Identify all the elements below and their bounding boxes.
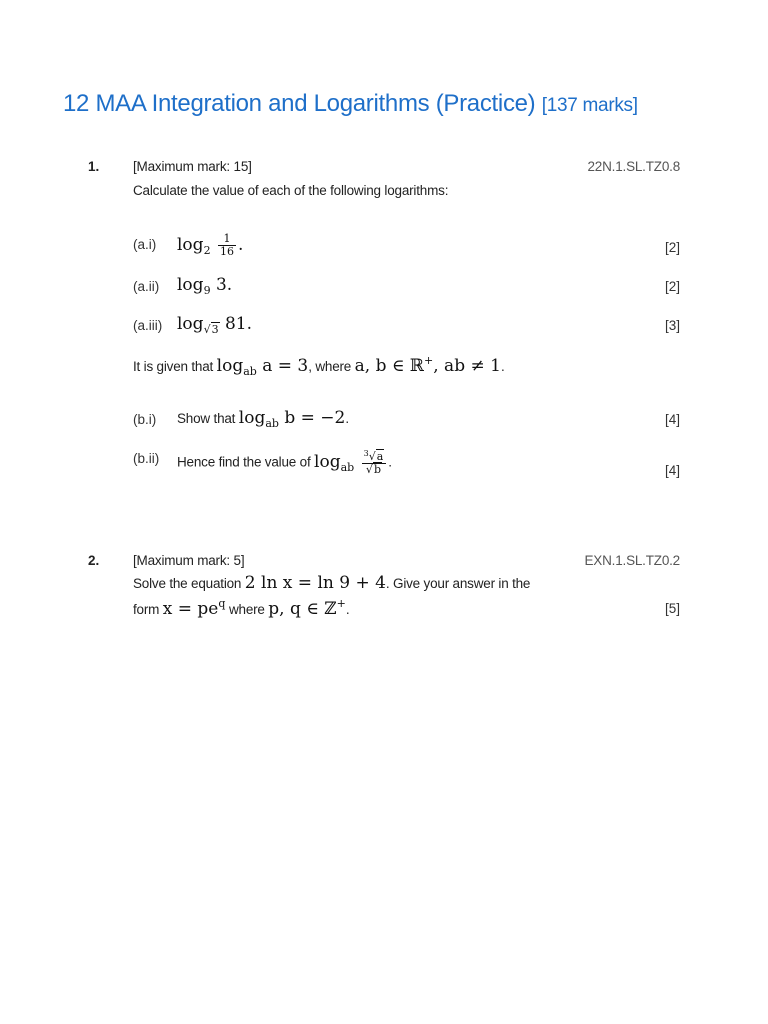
line-1-prefix: Solve the equation [133, 576, 245, 591]
log-base: ab [243, 365, 257, 378]
log-argument: 81 [224, 314, 247, 334]
root-fraction [362, 448, 387, 476]
part-b-i-text [177, 408, 349, 430]
log-base-root: √3 [203, 323, 219, 336]
period: . [237, 235, 244, 255]
given-condition-sup: + [424, 354, 434, 367]
root-radicand: 3 [211, 323, 219, 336]
given-condition: a, b ∈ ℝ [354, 356, 425, 376]
title-total-marks: [137 marks] [541, 95, 638, 116]
given-mid: , where [308, 359, 355, 374]
period: . [226, 275, 233, 295]
part-b-ii-text [177, 448, 392, 476]
question-1-reference: 22N.1.SL.TZ0.8 [587, 159, 680, 174]
part-b-i-prefix: Show that [177, 411, 239, 426]
root-radicand: b [373, 463, 381, 476]
line-1-equation: 2 ln x = ln 9 + 4 [244, 573, 386, 593]
log-base: ab [340, 460, 355, 474]
log-symbol: log [314, 451, 341, 472]
fraction-denominator: 16 [219, 245, 234, 258]
question-1-intro: Calculate the value of each of the following logarithms: [133, 183, 449, 198]
part-a-ii-expression [177, 275, 232, 297]
log-base: 2 [203, 244, 211, 257]
part-a-iii-expression [177, 314, 252, 336]
log-argument: 3 [215, 275, 227, 295]
period: . [345, 411, 349, 426]
log-base: 9 [203, 284, 211, 297]
line-2-set-sup: + [336, 597, 346, 610]
given-equation: a = 3 [256, 356, 309, 376]
log-symbol: log [216, 356, 244, 376]
part-a-i-marks: [2] [664, 240, 680, 255]
fraction-numerator: $^3$√a [362, 448, 387, 464]
fraction [218, 233, 236, 258]
question-1-number: 1. [88, 159, 100, 174]
question-2-max-mark: [Maximum mark: 5] [133, 553, 245, 568]
period: . [388, 454, 392, 470]
line-2-prefix: form [133, 602, 163, 617]
part-b-i-label: (b.i) [133, 412, 157, 427]
question-1-max-mark: [Maximum mark: 15] [133, 159, 252, 174]
given-condition-tail: , ab ≠ 1 [433, 356, 501, 376]
question-2-reference: EXN.1.SL.TZ0.2 [584, 553, 680, 568]
part-a-ii-marks: [2] [664, 279, 680, 294]
part-a-i-label: (a.i) [133, 237, 157, 252]
given-prefix: It is given that [133, 359, 217, 374]
line-2-mid: where [225, 602, 269, 617]
log-base: ab [265, 417, 279, 430]
fraction-numerator: 1 [218, 233, 236, 246]
period: . [246, 314, 253, 334]
part-a-ii-label: (a.ii) [133, 279, 160, 294]
title-text: 12 MAA Integration and Logarithms (Practice) [63, 90, 536, 117]
page-title [63, 90, 638, 118]
fraction-denominator: √b [365, 463, 381, 476]
line-2-equation: x = pe [162, 599, 219, 619]
given-statement [133, 354, 505, 378]
log-symbol: log [177, 275, 204, 295]
root-radicand: a [376, 450, 384, 463]
part-b-ii-prefix: Hence find the value of [177, 454, 315, 470]
line-2-end: . [345, 602, 350, 617]
part-a-iii-marks: [3] [664, 318, 680, 333]
root-index: 3 [363, 449, 369, 458]
part-b-ii-marks: [4] [664, 463, 680, 478]
part-b-ii-label: (b.ii) [133, 451, 160, 466]
part-a-i-expression [177, 233, 243, 258]
log-symbol: log [177, 314, 204, 334]
log-symbol: log [238, 408, 266, 428]
question-2-marks: [5] [664, 601, 680, 616]
line-2-set: p, q ∈ ℤ [268, 599, 337, 619]
part-b-i-marks: [4] [664, 412, 680, 427]
log-symbol: log [177, 235, 204, 255]
given-end: . [500, 359, 505, 374]
part-b-i-equation: b = −2 [278, 408, 346, 428]
question-2-line-2 [133, 597, 349, 619]
part-a-iii-label: (a.iii) [133, 318, 163, 333]
line-2-exponent: q [218, 597, 226, 610]
question-2-number: 2. [88, 553, 100, 568]
question-2-line-1 [133, 573, 530, 593]
line-1-suffix: . Give your answer in the [385, 576, 531, 591]
